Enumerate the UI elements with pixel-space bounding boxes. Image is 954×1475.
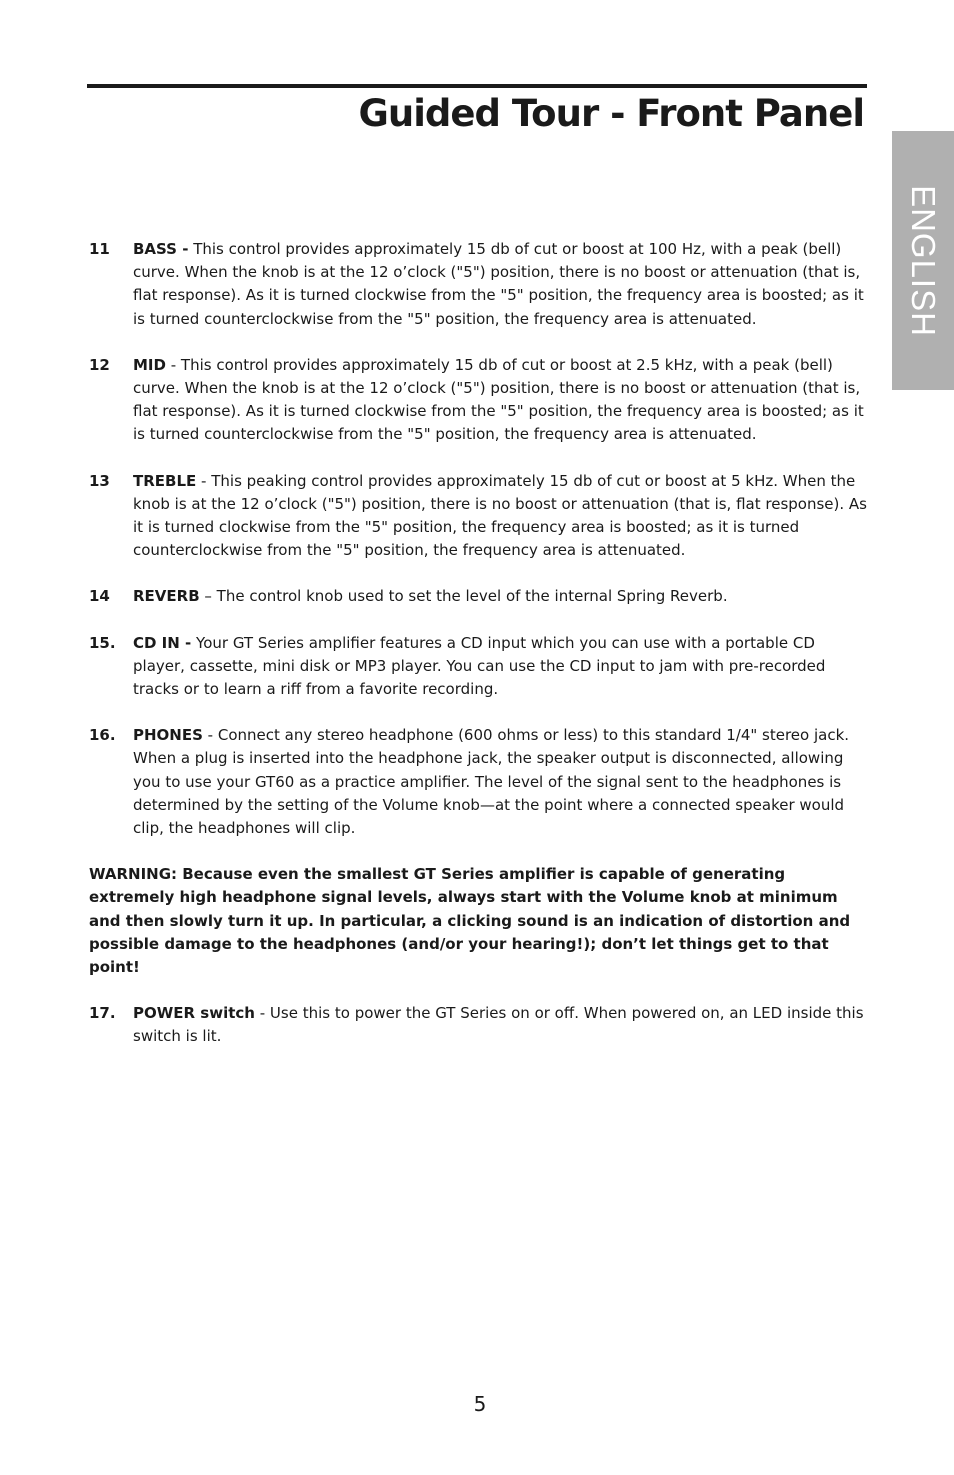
warning-paragraph: WARNING: Because even the smallest GT Series amplifier is capable of generating extremely high headphone signal levels, always start with the Volume knob at minimum and then slowly turn it up. In particular, a clicking sound is an indication of distortion and possible damage to the headphones (and/or your hearing!); don’t let things get to that point! bbox=[89, 865, 851, 977]
item-term: PHONES bbox=[133, 726, 203, 745]
header-rule bbox=[87, 84, 867, 88]
item-text: This control provides approximately 15 db of cut or boost at 100 Hz, with a peak (bell) curve. When the knob is at the 12 o’clock ("5") position, there is no boost or attenuation (that is, flat response). As it is turned clockwise from the "5" position, the frequency area is boosted; as it is turned counterclockwise from the "5" position, the frequency area is attenuated. bbox=[133, 240, 864, 328]
item-text: Your GT Series amplifier features a CD input which you can use with a portable CD player, cassette, mini disk or MP3 player. You can use the CD input to jam with pre-recorded tracks or to learn a riff from a favorite recording. bbox=[133, 633, 826, 699]
item-number: 15. bbox=[89, 633, 116, 652]
item-number: 12 bbox=[89, 355, 110, 374]
list-item-bass bbox=[89, 238, 867, 331]
list-item-power-switch bbox=[89, 1002, 867, 1048]
item-text: - This control provides approximately 15 db of cut or boost at 2.5 kHz, with a peak (bell) curve. When the knob is at the 12 o’clock ("5") position, there is no boost or attenuation (that is, flat response). As it is turned clockwise from the "5" position, the frequency area is boosted; as it is turned counterclockwise from the "5" position, the frequency area is attenuated. bbox=[133, 355, 864, 444]
item-term: REVERB bbox=[133, 587, 200, 606]
language-tab-label: ENGLISH bbox=[905, 184, 942, 337]
list-item-mid bbox=[89, 354, 867, 447]
item-number: 17. bbox=[89, 1004, 116, 1023]
item-number: 11 bbox=[89, 240, 110, 258]
item-term: BASS - bbox=[133, 240, 189, 258]
item-term: TREBLE bbox=[133, 471, 197, 490]
item-number: 13 bbox=[89, 471, 110, 490]
item-term: POWER switch bbox=[133, 1004, 255, 1023]
list-item-reverb bbox=[89, 585, 867, 608]
item-number: 16. bbox=[89, 726, 116, 745]
page-title: Guided Tour - Front Panel bbox=[358, 92, 864, 135]
item-number: 14 bbox=[89, 587, 110, 606]
list-item-phones bbox=[89, 724, 867, 840]
language-tab bbox=[892, 131, 954, 390]
item-text: – The control knob used to set the level of the internal Spring Reverb. bbox=[199, 587, 728, 606]
item-term: CD IN - bbox=[133, 633, 192, 652]
item-term: MID bbox=[133, 355, 166, 374]
item-text: - Connect any stereo headphone (600 ohms or less) to this standard 1/4" stereo jack. When a plug is inserted into the headphone jack, the speaker output is disconnected, allowing you to use your GT60 as a practice amplifier. The level of the signal sent to the headphones is determined by the setting of the Volume knob—at the point where a connected speaker would clip, the headphones will clip. bbox=[133, 726, 850, 838]
item-text: - This peaking control provides approximately 15 db of cut or boost at 5 kHz. When the knob is at the 12 o’clock ("5") position, there is no boost or attenuation (that is, flat response). As it is turned clockwise from the "5" position, the frequency area is boosted; as it is turned counterclockwise from the "5" position, the frequency area is attenuated. bbox=[133, 471, 867, 560]
page-number: 5 bbox=[473, 1392, 487, 1416]
list-item-cd-in bbox=[89, 632, 867, 702]
list-item-treble bbox=[89, 470, 867, 563]
document-body bbox=[89, 238, 867, 1072]
item-text: - Use this to power the GT Series on or off. When powered on, an LED inside this switch is lit. bbox=[133, 1004, 864, 1046]
